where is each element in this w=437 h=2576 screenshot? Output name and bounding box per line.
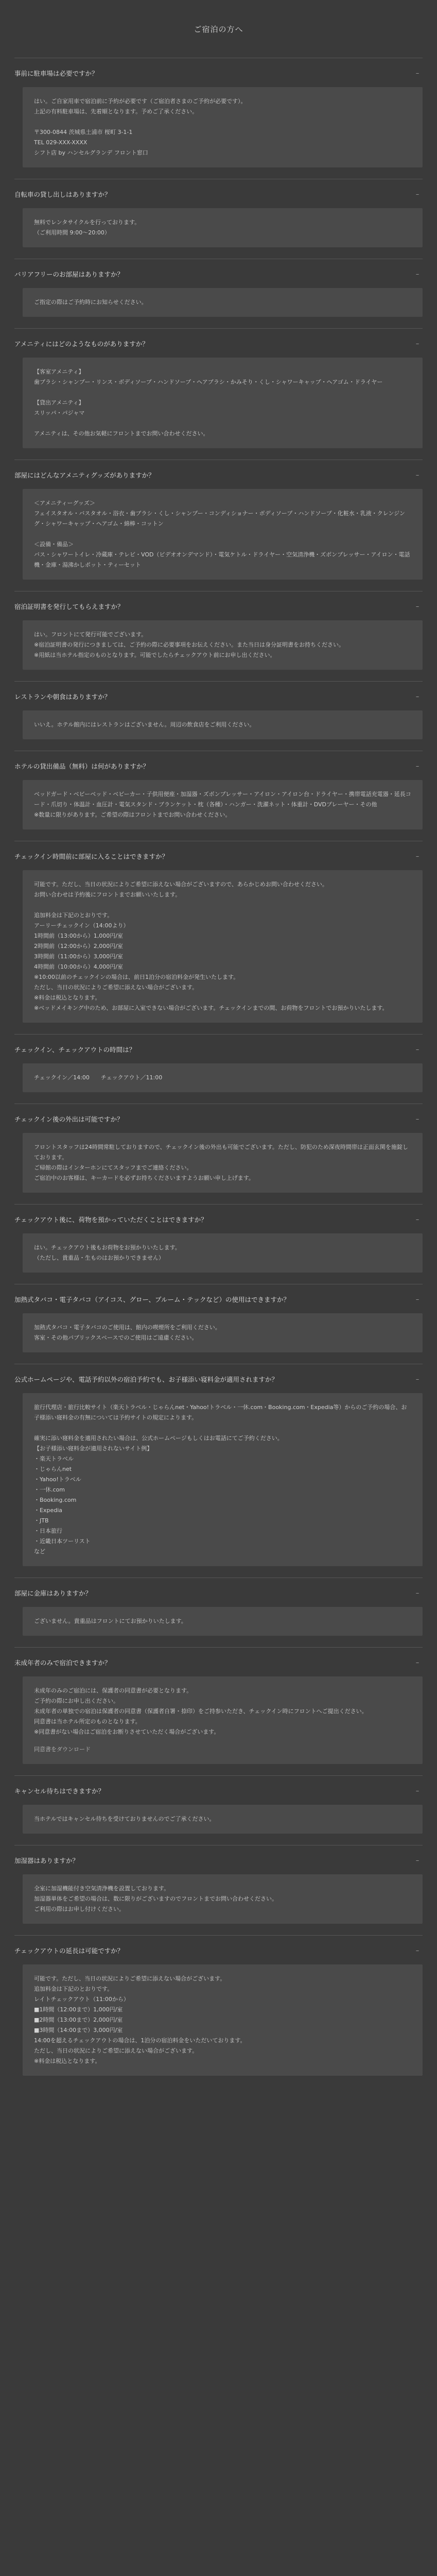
faq-answer-text: ＜アメニティーグッズ＞ フェイスタオル・バスタオル・浴衣・歯ブラシ・くし・シャンプー・コンディショナー・ボディソープ・ハンドソープ・化粧水・乳液・クレンジング・シャワーキャップ・ヘアゴム・綿棒・コットン ＜設備・備品＞ バス・シャワートイレ・冷蔵庫・テレビ・VOD（ビデオオンデマンド）・電気ケトル・ドライヤー・空気清浄機・ズボンプレッサー・アイロン・電話機・金庫・湯沸かしポット・ティーセット	[34, 500, 410, 568]
faq-question[interactable]	[14, 692, 423, 701]
faq-item	[14, 1775, 423, 1845]
collapse-icon[interactable]: –	[415, 471, 419, 479]
faq-item	[14, 841, 423, 1034]
collapse-icon[interactable]: –	[415, 1295, 419, 1303]
faq-answer-text: チェックイン／14:00 チェックアウト／11:00	[34, 1074, 163, 1081]
faq-answer-text: 当ホテルではキャンセル待ちを受けておりませんのでご了承ください。	[34, 1816, 215, 1822]
page-title	[0, 0, 437, 58]
faq-question[interactable]	[14, 1375, 423, 1384]
faq-item	[14, 591, 423, 681]
faq-question-text: ホテルの貸出備品（無料）は何がありますか？	[14, 762, 149, 770]
faq-item	[14, 1364, 423, 1578]
faq-question-text: バリアフリーのお部屋はありますか？	[14, 270, 124, 278]
faq-answer-text: 加熱式タバコ・電子タバコのご使用は、館内の喫煙所をご利用ください。 客室・その他パブリックスペースでのご使用はご遠慮ください。	[34, 1324, 221, 1341]
faq-answer	[23, 489, 423, 580]
faq-item	[14, 1034, 423, 1104]
faq-question[interactable]	[14, 1045, 423, 1054]
faq-question-text: 加湿器はありますか？	[14, 1857, 79, 1865]
faq-question-text: 未成年者のみで宿泊できますか？	[14, 1659, 111, 1667]
faq-question-text: レストランや朝食はありますか？	[14, 693, 111, 701]
faq-answer	[23, 358, 423, 448]
faq-answer	[23, 288, 423, 317]
faq-question-text: チェックアウト後に、荷物を預かっていただくことはできますか？	[14, 1216, 207, 1224]
faq-item	[14, 460, 423, 591]
collapse-icon[interactable]: –	[415, 602, 419, 611]
faq-question[interactable]	[14, 269, 423, 279]
faq-answer	[23, 710, 423, 739]
faq-question-text: キャンセル待ちはできますか？	[14, 1787, 105, 1795]
faq-question-text: 公式ホームページや、電話予約以外の宿泊予約でも、お子様添い寝料金が適用されますか？	[14, 1376, 278, 1383]
collapse-icon[interactable]: –	[415, 1589, 419, 1597]
faq-answer	[23, 1964, 423, 2076]
faq-item	[14, 681, 423, 751]
faq-answer	[23, 1393, 423, 1566]
faq-item	[14, 1647, 423, 1775]
faq-answer-text: 可能です。ただし、当日の状況によりご希望に添えない場合がございます。 追加料金は下記のとおりです。 レイトチェックアウト（11:00から） ■1時間（12:00まで）1,000円/室 ■2時間（13:00まで）2,000円/室 ■3時間（14:00まで）3,000円/室 14:00を超えるチェックアウトの場合は、1泊分の宿泊料金をいただいております。 ただし、当日の状況によりご希望に添えない場合がございます。 ※料金は税込となります。	[34, 1975, 246, 2064]
faq-item	[14, 1845, 423, 1935]
faq-question-text: チェックイン後の外出は可能ですか？	[14, 1115, 124, 1123]
faq-question-text: アメニティにはどのようなものがありますか？	[14, 340, 149, 348]
faq-question[interactable]	[14, 69, 423, 78]
faq-question[interactable]	[14, 761, 423, 771]
collapse-icon[interactable]: –	[415, 1658, 419, 1667]
faq-answer-text: フロントスタッフは24時間常駐しておりますので、チェックイン後の外出も可能でございます。ただし、防犯のため深夜時間帯は正面玄関を施錠しております。 ご帰館の際はインターホンにてスタッフまでご連絡ください。 ご宿泊中のお客様は、キーカードを必ずお持ちくださいますようお願い申し上げます。	[34, 1144, 408, 1181]
faq-item	[14, 328, 423, 460]
collapse-icon[interactable]: –	[415, 1115, 419, 1123]
faq-answer	[23, 1233, 423, 1273]
faq-answer	[23, 1063, 423, 1092]
faq-question-text: チェックイン時間前に部屋に入ることはできますか？	[14, 853, 169, 860]
faq-question-text: 自転車の貸し出しはありますか？	[14, 191, 111, 198]
faq-answer-text: ご指定の際はご予約時にお知らせください。	[34, 299, 147, 306]
faq-question[interactable]	[14, 1295, 423, 1304]
faq-question[interactable]	[14, 339, 423, 348]
faq-question-text: チェックアウトの延長は可能ですか？	[14, 1947, 124, 1955]
faq-question[interactable]	[14, 1658, 423, 1667]
collapse-icon[interactable]: –	[415, 852, 419, 860]
faq-answer	[23, 1805, 423, 1834]
faq-answer	[23, 870, 423, 1023]
faq-question[interactable]	[14, 602, 423, 611]
faq-question[interactable]	[14, 470, 423, 480]
faq-item	[14, 1204, 423, 1284]
collapse-icon[interactable]: –	[415, 1787, 419, 1795]
collapse-icon[interactable]: –	[415, 762, 419, 770]
faq-question-text: 宿泊証明書を発行してもらえますか？	[14, 603, 124, 611]
faq-question-text: 事前に駐車場は必要ですか？	[14, 70, 98, 77]
faq-answer	[23, 1676, 423, 1764]
faq-item	[14, 1578, 423, 1647]
faq-answer-text: 旅行代理店・旅行比較サイト（楽天トラベル・じゃらんnet・Yahoo!トラベル・一休.com・Booking.com・Expedia等）からのご予約の場合、お子様添い寝料金の有無については予約サイトの規定によります。 確実に添い寝料金を適用されたい場合は、公式ホームページもしくはお電話にてご予約ください。 【お子様添い寝料金が適用されないサイト例】 ・楽天トラベル ・じゃらんnet ・Yahoo!トラベル ・一休.com ・Booking.com ・Expedia ・JTB ・日本旅行 ・近畿日本ツーリスト など	[34, 1404, 407, 1555]
faq-answer-text: 【客室アメニティ】 歯ブラシ・シャンプー・リンス・ボディソープ・ハンドソープ・ヘアブラシ・かみそり・くし・シャワーキャップ・ヘアゴム・ドライヤー 【貸出アメニティ】 スリッパ・パジャマ アメニティは、その他お気軽にフロントまでお問い合わせください。	[34, 368, 383, 437]
faq-question[interactable]	[14, 1856, 423, 1865]
faq-question[interactable]	[14, 1946, 423, 1955]
faq-question[interactable]	[14, 1588, 423, 1598]
faq-answer	[23, 780, 423, 829]
faq-item	[14, 179, 423, 259]
faq-item	[14, 1284, 423, 1364]
faq-list	[0, 58, 437, 2087]
collapse-icon[interactable]: –	[415, 190, 419, 198]
collapse-icon[interactable]: –	[415, 1215, 419, 1224]
faq-item	[14, 751, 423, 841]
collapse-icon[interactable]: –	[415, 692, 419, 701]
collapse-icon[interactable]: –	[415, 340, 419, 348]
faq-item	[14, 259, 423, 328]
faq-item	[14, 1104, 423, 1204]
faq-answer-text: ベッドガード・ベビーベッド・ベビーカー・子供用便座・加湿器・ズボンプレッサー・アイロン・アイロン台・ドライヤー・携帯電話充電器・延長コード・爪切り・体温計・血圧計・電気スタンド・ブランケット・枕（各種）・ハンガー・洗濯ネット・体重計・DVDプレーヤー・その他 ※数量に限りがあります。ご希望の際はフロントまでお問い合わせください。	[34, 791, 411, 818]
faq-question-text: 部屋に金庫はありますか？	[14, 1589, 92, 1597]
faq-answer-text: はい。ご自家用車で宿泊前に予約が必要です（ご宿泊者さまのご予約が必要です）。 上記の有料駐車場は、先着順となります。予めご了承ください。 〒300-0844 茨城県土浦市 桜町 3-1-1 TEL 029-XXX-XXXX シフト店 by ハンセルグランデ フロント窓口	[34, 98, 247, 156]
collapse-icon[interactable]: –	[415, 270, 419, 278]
faq-answer-text: 未成年のみのご宿泊には、保護者の同意書が必要となります。 ご予約の際にお申し出ください。 未成年者の単独での宿泊は保護者の同意書（保護者自署・捺印）をご持参いただき、チェックイン時にフロントへご提出ください。 同意書は当ホテル所定のものとなります。 ※同意書がない場合はご宿泊をお断りさせていただく場合がございます。	[34, 1687, 368, 1735]
page-title-text: ご宿泊の方へ	[194, 24, 243, 34]
faq-answer	[23, 208, 423, 247]
faq-question-text: チェックイン、チェックアウトの時間は？	[14, 1046, 136, 1054]
collapse-icon[interactable]: –	[415, 1375, 419, 1383]
faq-answer-text: 全室に加湿機能付き空気清浄機を設置しております。 加湿器単体をご希望の場合は、数に限りがございますのでフロントまでお問い合わせください。 ご利用の際はお申し付けください。	[34, 1885, 277, 1912]
faq-item	[14, 1935, 423, 2087]
faq-answer	[23, 1874, 423, 1924]
faq-item	[14, 58, 423, 179]
collapse-icon[interactable]: –	[415, 1045, 419, 1054]
faq-answer	[23, 1313, 423, 1352]
faq-question[interactable]	[14, 190, 423, 199]
faq-answer-text: いいえ。ホテル館内にはレストランはございません。周辺の飲食店をご利用ください。	[34, 721, 255, 728]
faq-question-text: 部屋にはどんなアメニティグッズがありますか？	[14, 471, 155, 479]
faq-question[interactable]	[14, 1786, 423, 1795]
faq-answer	[23, 1607, 423, 1636]
faq-answer-text: はい。フロントにて発行可能でございます。 ※宿泊証明書の発行につきましては、ご予約の際に必要事項をお伝えください。また当日は身分証明書をお持ちください。 ※用紙は当ホテル指定のものとなります。可能でしたらチェックアウト前にお申し出ください。	[34, 631, 344, 658]
faq-answer	[23, 1133, 423, 1193]
collapse-icon[interactable]: –	[415, 69, 419, 77]
faq-answer	[23, 620, 423, 670]
faq-question[interactable]	[14, 852, 423, 861]
faq-answer	[23, 87, 423, 167]
faq-question[interactable]	[14, 1114, 423, 1124]
faq-answer-text: 可能です。ただし、当日の状況によりご希望に添えない場合がございますので、あらかじめお問い合わせください。 お問い合わせは予約後にフロントまでお願いいたします。 追加料金は下記のとおりです。 アーリーチェックイン（14:00より） 1時間前（13:00から）1,000円/室 2時間前（12:00から）2,000円/室 3時間前（11:00から）3,000円/室 4時間前（10:00から）4,000円/室 ※10:00以前のチェックインの場合は、前日1泊分の宿泊料金が発生いたします。 ただし、当日の状況によりご希望に添えない場合がございます。 ※料金は税込となります。 ※ベッドメイキング中のため、お部屋に入室できない場合がございます。チェックインまでの間、お荷物をフロントでお預かりいたします。	[34, 881, 388, 1011]
faq-question-text: 加熱式タバコ・電子タバコ（アイコス、グロー、プルーム・テックなど）の使用はできますか？	[14, 1296, 290, 1303]
collapse-icon[interactable]: –	[415, 1946, 419, 1955]
collapse-icon[interactable]: –	[415, 1856, 419, 1865]
consent-form-download-link[interactable]: 同意書をダウンロード	[34, 1746, 91, 1753]
faq-question[interactable]	[14, 1215, 423, 1224]
faq-answer-text: ございません。貴重品はフロントにてお預かりいたします。	[34, 1618, 187, 1624]
faq-answer-text: 無料でレンタサイクルを行っております。 （ご利用時間 9:00〜20:00）	[34, 219, 141, 236]
faq-answer-text: はい。チェックアウト後もお荷物をお預かりいたします。 （ただし、貴重品・生ものはお預かりできません）	[34, 1244, 181, 1261]
